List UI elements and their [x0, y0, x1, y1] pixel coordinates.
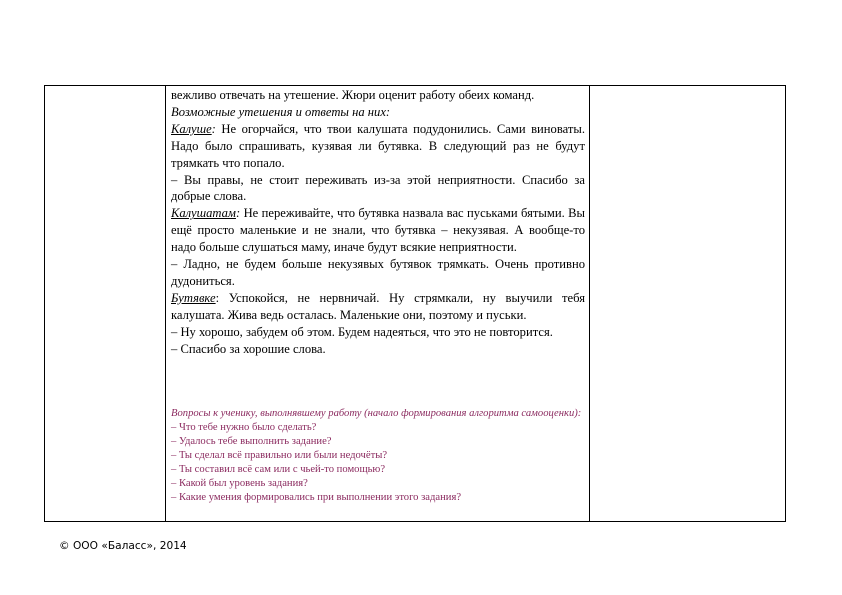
question-item: – Ты составил всё сам или с чьей-то помощью? [171, 464, 386, 475]
consolation-kalushe [171, 121, 585, 172]
consolation-kalushatam-text: Не переживайте, что бутявка назвала вас пуськами бятыми. Вы ещё просто маленькие и не знали, что бутявка – некузявая. А вообще-то надо больше слушаться маму, иначе будут всякие неприятности. [171, 206, 585, 255]
speaker-kalushatam: Калушатам [171, 206, 236, 221]
table-column-divider-left [165, 86, 166, 521]
consolation-kalushatam [171, 205, 585, 256]
reply-thanks: – Спасибо за хорошие слова. [171, 341, 326, 356]
speaker-butyavke: Бутявке [171, 290, 216, 305]
speaker-colon: : [211, 121, 216, 136]
speaker-kalushe: Калуше [171, 121, 212, 136]
question-item: – Ты сделал всё правильно или были недочёты? [171, 450, 388, 461]
consolation-butyavke-text: : Успокойся, не нервничай. Ну стрямкали, ну выучили тебя калушата. Жива ведь осталась. Маленькие они, поэтому и пуськи. [171, 290, 585, 322]
consolation-kalushe-text: Не огорчайся, что твои калушата подудонились. Сами виноваты. Надо было спрашивать, кузявая ли бутявка. В следующий раз не будут трямкать что попало. [171, 121, 585, 170]
question-item: – Что тебе нужно было сделать? [171, 422, 317, 433]
reply-kalushe: – Вы правы, не стоит переживать из-за этой неприятности. Спасибо за добрые слова. [171, 172, 585, 204]
lesson-content-cell [171, 87, 585, 358]
speaker-colon: : [235, 206, 241, 221]
reply-kalushatam: – Ладно, не будем больше некузявых бутявок трямкать. Очень противно дудониться. [171, 257, 585, 288]
questions-heading: Вопросы к ученику, выполнявшему работу (начало формирования алгоритма самооценки): [171, 408, 582, 419]
self-assessment-questions [171, 407, 585, 505]
copyright-footer: © ООО «Баласс», 2014 [59, 540, 187, 552]
question-item: – Какие умения формировались при выполнении этого задания? [171, 492, 462, 503]
intro-line: вежливо отвечать на утешение. Жюри оценит работу обеих команд. [171, 88, 535, 102]
question-item: – Какой был уровень задания? [171, 478, 308, 489]
table-column-divider-right [589, 86, 590, 521]
question-item: – Удалось тебе выполнить задание? [171, 436, 332, 447]
possible-consolations-heading: Возможные утешения и ответы на них: [171, 104, 391, 119]
consolation-butyavke [171, 290, 585, 324]
reply-butyavke: – Ну хорошо, забудем об этом. Будем надеяться, что это не повторится. [171, 324, 553, 339]
